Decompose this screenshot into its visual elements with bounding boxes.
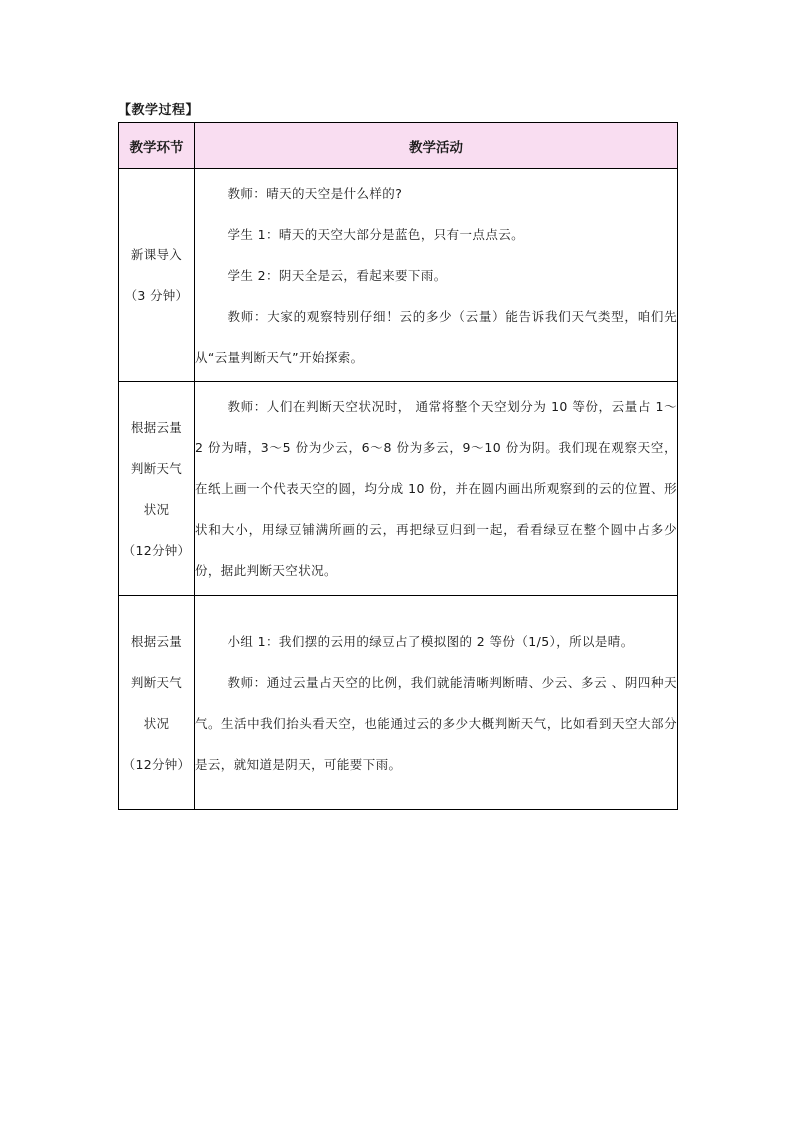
activity-cell: [195, 596, 678, 810]
stage-label: 根据云量: [130, 419, 183, 435]
activity-cell: [195, 382, 678, 596]
table-row: [119, 596, 678, 810]
activity-paragraph: 学生 2：阴天全是云，看起来要下雨。: [227, 267, 447, 283]
table-row: [119, 382, 678, 596]
stage-duration: （12分钟）: [122, 756, 191, 772]
stage-label: 根据云量: [130, 633, 183, 649]
activity-paragraph: 小组 1：我们摆的云用的绿豆占了模拟图的 2 等份（1/5），所以是晴。: [227, 633, 634, 649]
table-row: [119, 169, 678, 382]
stage-cell: [119, 382, 195, 596]
stage-label: 新课导入: [130, 247, 183, 262]
activity-paragraph: 教师：晴天的天空是什么样的?: [227, 185, 403, 201]
stage-label: 判断天气: [130, 460, 183, 476]
activity-cell: [195, 169, 678, 382]
header-activity: 教学活动: [195, 123, 678, 169]
section-title: 【教学过程】: [118, 103, 200, 118]
stage-cell: [119, 169, 195, 382]
table-header-row: [119, 123, 678, 169]
stage-label: 状况: [143, 501, 170, 517]
activity-paragraph: 教师：通过云量占天空的比例，我们就能清晰判断晴、少云、多云 、阴四种天气。生活中我们抬头看天空，也能通过云的多少大概判断天气，比如看到天空大部分是云，就知道是阴天，可能要下雨。: [195, 674, 677, 772]
activity-paragraph: 学生 1：晴天的天空大部分是蓝色，只有一点点云。: [227, 226, 525, 242]
activity-paragraph: 教师：人们在判断天空状况时， 通常将整个天空划分为 10 等份，云量占 1～2 份为晴，3～5 份为少云，6～8 份为多云，9～10 份为阴。我们现在观察天空，在纸上画一个代表天空的圆，均分成 10 份，并在圆内画出所观察到的云的位置、形状和大小，用绿豆铺满所画的云，再把绿豆归到一起，看看绿豆在整个圆中占多少份，据此判断天空状况。: [195, 399, 677, 578]
stage-cell: [119, 596, 195, 810]
lesson-process-table: [118, 122, 678, 810]
stage-duration: （3 分钟）: [124, 288, 189, 303]
stage-duration: （12分钟）: [122, 542, 191, 558]
stage-label: 状况: [143, 715, 170, 731]
header-stage: 教学环节: [119, 123, 195, 169]
stage-label: 判断天气: [130, 674, 183, 690]
activity-paragraph: 教师：大家的观察特别仔细！云的多少（云量）能告诉我们天气类型，咱们先从“云量判断天气”开始探索。: [195, 308, 677, 365]
